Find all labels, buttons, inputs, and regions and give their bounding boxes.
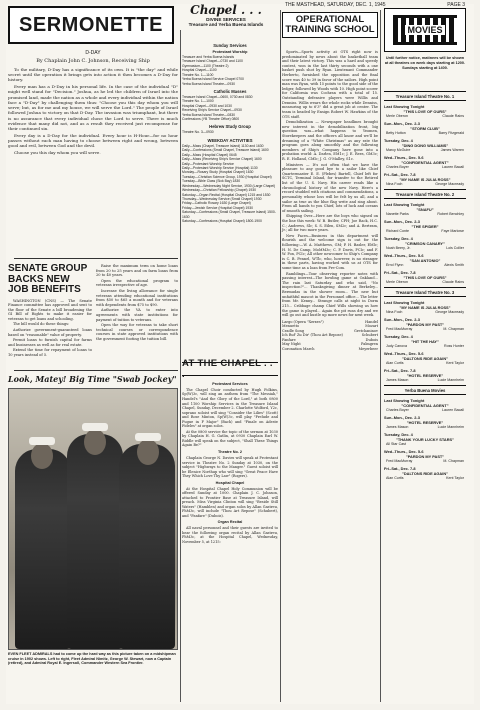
- film-cast: [384, 114, 466, 118]
- cast-member: Ross Hunter: [444, 344, 464, 348]
- film-title: "CRIMSON CANARY": [405, 241, 445, 246]
- at-chapel-paragraph: Chaplain George N. Davies will speak at Protestant service in Theatre No. 2 Sunday at 1030, on the subject "Highways to the Manger." Guest soloist will be Elenice Northup who will sing "Great Peace Have They Which Love Thy Law" (Rogers).: [182, 455, 278, 479]
- film-cast: [384, 408, 466, 412]
- at-chapel-subhead: Protestant Services: [212, 382, 248, 386]
- showing-day: Tuesday, Dec. 4: [384, 138, 413, 143]
- recital-piece: May Night: [282, 342, 301, 347]
- chapel-header: [180, 3, 272, 27]
- showing-day: Sun.-Mon., Dec. 2-3: [384, 219, 420, 224]
- divider: [14, 258, 178, 259]
- cast-member: Alan Curtis: [386, 476, 404, 480]
- movies-title: MOVIES: [407, 25, 443, 35]
- chapel-service-item: Daily—Mass (Receiving Ship's Service Chapel) 1600: [182, 157, 262, 162]
- chapel-service-item: Yerba Buena Island Theatre—0830: [182, 112, 235, 117]
- film-cast: [384, 229, 466, 233]
- film-title: "SAN ANTONIO": [409, 258, 441, 263]
- at-the-chapel-header: [182, 358, 278, 380]
- film-cast: [384, 148, 466, 152]
- chapel-service-item: Theatre No. 1—1000: [182, 99, 214, 104]
- chapel-service-item: Gymnasium—1100 (Theatre 2): [182, 63, 229, 68]
- cast-member: Charles Boyer: [386, 408, 409, 412]
- at-chapel-paragraph: The Chapel Choir conducted by Hugh Folkins, Sp(W)3c, will sing an anthem from "The Messiah," Handel's "And the Glory of the Lord," at both 0800 and 1100 Worship Services in the Treasure Island Chapel, Sunday, December 2. Charlotte Wolford, Y2c, soprano soloist will sing "Consider the Lilies" (Scott) and Rose Minton, Sp(W)3c, will play "Prelude and Fugue in F Major" (Bach) and "Finale on Adeste Fideles" at organ solos.: [182, 387, 278, 429]
- chapel-section-title: Catholic Masses: [213, 88, 247, 94]
- showing-day: Wed.-Thurs., Dec. 5-6: [384, 253, 424, 258]
- film-cast: [384, 212, 466, 216]
- cast-member: Lucie Mannheim: [437, 425, 464, 429]
- cast-member: Merle Oberon: [386, 280, 408, 284]
- movies-notice: Until further notice, matinees will be shown at all theatres on week days starting at 1200. Sundays starting at 1400.: [384, 56, 466, 70]
- ots-paragraph: New Faces—Business in this department will flourish and the welcome sign is out for the following:—W. A. Matthews, GM; P. H. Basler, EMlc; H. N. De Camp, MoMM3c; C. P. Davis, PCIc; and F. W. Fox, PCIc; All other newcomer to Ship's Company is C. B. Fennel, WTlc, who, however, is no stranger in these parts, having worked with us at OTS for some time as a loan from Pre-Com.: [282, 233, 378, 271]
- cast-member: James Mason: [386, 425, 409, 429]
- film-cast: [384, 425, 466, 429]
- film-title: "THANK YOUR LUCKY STARS": [396, 437, 454, 442]
- at-chapel-paragraph: All naval personnel and their guests are invited to hear the following organ recital by Allan Gastreu, PhM3c, at the Hospital Chapel, Wednesday, November 5, at 1215:: [182, 526, 278, 544]
- column-rule: [380, 10, 381, 702]
- film-reel-icon: [393, 15, 457, 45]
- showing-day: Wed.-Thurs., Dec. 5-6: [384, 155, 424, 160]
- chapel-service-item: Hospital Chapel—1100: [182, 68, 217, 73]
- sermonette-masthead: [8, 6, 174, 44]
- cast-member: George Macready: [435, 182, 464, 186]
- film-title: "HOTEL RESERVE": [406, 373, 444, 378]
- showing-day: Sun.-Mon., Dec. 2-3: [384, 415, 420, 420]
- chapel-service-item: Receiving Ship's Service Chapel—0930: [182, 108, 242, 113]
- cast-member: All Star Cast: [386, 442, 406, 446]
- showing-day: Tuesday, Dec. 4: [384, 432, 413, 437]
- photo-figure-cap: [29, 437, 55, 445]
- film-cast: [384, 280, 466, 284]
- at-the-chapel-title: AT THE CHAPEL . . .: [182, 358, 273, 380]
- cast-member: Robert Benchley: [437, 212, 464, 216]
- at-chapel-subhead: Organ Recital: [217, 520, 243, 525]
- showing-day: Fri.-Sat., Dec. 7-8: [384, 270, 416, 275]
- sermonette-paragraph: Every man has a D-Day in his personal life. In the case of the individual "D" might well stand for "Decision." Joshua, as he led the children of Israel into the promised land, made the nation as a whole and every individual within the nation face a "D-Day" by challenging them thus: "Choose you this day whom you will serve; but, as for me and my house, we will serve the Lord." The people of Israel followed Joshua to victory on that D-Day. The invasion was triumphant, but there is no assurance that every individual chose the Lord to serve. There is much evidence that many did not, and as a result they received just recompense for their continued sin.: [8, 84, 178, 132]
- chapel-subtitle: DIVINE SERVICES: [206, 17, 246, 22]
- chapel-service-item: Daily—Mass (Hospital Chapel) 0645: [182, 152, 237, 157]
- film-cast: [384, 361, 466, 365]
- theatre-heading: Treasure Island Theatre No. 2: [384, 189, 466, 199]
- photo-headline: Look, Matey! Big Time "Swab Jockey": [8, 374, 177, 384]
- chapel-service-item: Treasure Island Chapel—0600, 0730 and 0830: [182, 94, 253, 99]
- recital-row: [282, 333, 378, 338]
- theatre-heading: Treasure Island Theatre No. 3: [384, 287, 466, 297]
- senate-paragraph: Increase the living allowance for single veterans attending educational institutions from $50 to $65 a month and for veterans with dependents from $75 to $90.: [96, 288, 178, 307]
- cast-member: Lucie Mannheim: [437, 378, 464, 382]
- cast-member: Nina Foch: [386, 310, 403, 314]
- film-title: "DALTONS RIDE AGAIN": [402, 356, 448, 361]
- showing-day: Wed.-Thurs., Dec. 5-6: [384, 449, 424, 454]
- showing-day: Last Showing Tonight: [384, 398, 425, 403]
- chapel-service-item: Treasure and Yerba Buena Islands: [182, 55, 235, 59]
- at-chapel-paragraphs: [182, 526, 278, 544]
- showing-day: Sun.-Mon., Dec. 2-3: [384, 121, 420, 126]
- sermonette-article: [8, 48, 178, 157]
- movie-schedule: [384, 88, 466, 480]
- photo-figure-cap: [135, 433, 161, 441]
- sermonette-paragraph: To the military, D-Day has a significance of its own. It is "the day" and while secret until the operation it brings gets into action it then becomes a D-Day for history.: [8, 67, 178, 83]
- ots-title-line2: TRAINING SCHOOL: [285, 23, 375, 35]
- chapel-service-item: Theatre No. 1—1100: [182, 72, 214, 77]
- recital-composer: Palmgren: [361, 342, 378, 347]
- chapel-service-item: Hospital Chapel—0930 and 1030: [182, 103, 232, 108]
- photo-figure-middle: [67, 434, 123, 649]
- at-chapel-paragraphs: [182, 388, 278, 448]
- cast-member: James Mason: [386, 378, 409, 382]
- film-title: "THIS LOVE OF OURS": [403, 275, 447, 280]
- cast-member: Claude Rains: [442, 280, 464, 284]
- cast-member: Fred MacMurray: [386, 459, 413, 463]
- recital-piece: Largo (Opera "Xerxes"): [282, 319, 324, 324]
- cast-member: Nina Foch: [386, 182, 403, 186]
- recital-piece: Coronation March: [282, 347, 315, 352]
- senate-headline: SENATE GROUP BACKS NEW JOB BENEFITS: [8, 263, 88, 295]
- cast-member: M. Chapman: [443, 459, 464, 463]
- at-chapel-subhead: Hospital Chapel: [215, 480, 245, 485]
- cast-member: Charles Boyer: [386, 165, 409, 169]
- at-chapel-subhead: Theatre No. 2: [217, 450, 243, 455]
- showing-day: Fri.-Sat., Dec. 7-8: [384, 466, 416, 471]
- film-cast: [384, 131, 466, 135]
- chapel-service-item: Thursday—Wednesday Service (Small Chapel) 1930: [182, 196, 262, 201]
- column-rule: [280, 10, 281, 702]
- chapel-service-item: Monday—Rosary Study (Hospital Chapel) 1630: [182, 170, 254, 175]
- film-title: "HIT THE HAY": [411, 339, 439, 344]
- cast-member: Judy Canova: [386, 344, 407, 348]
- ots-paragraph: Shipping Over—Here are the boys who signed on the line this week: W. B. Butler, CPH; Joe Rack, H.C. C.; Andrews, Slc; S. S. Eilen, SM2c; and A. Bertram, Jr.; all for two more years.: [282, 214, 378, 233]
- cast-member: Lauren Bacall: [442, 408, 464, 412]
- film-title: "DING DONG WILLIAMS": [401, 143, 449, 148]
- recital-composer: Schubert: [361, 333, 378, 338]
- page-number: PAGE 3: [447, 2, 465, 8]
- chapel-services-list: [182, 40, 278, 224]
- film-title: "PARDON MY PAST": [405, 322, 445, 327]
- cast-member: Alan Curtis: [386, 361, 404, 365]
- photo-figure-head: [84, 429, 106, 455]
- senate-paragraph: Extend the time for repayment of loans to 10 years instead of 5.: [8, 348, 92, 358]
- showing-day: Tuesday, Dec. 4: [384, 334, 413, 339]
- cast-member: Claude Rains: [442, 114, 464, 118]
- sermonette-byline: By Chaplain John C. Johnson, Receiving Ship: [36, 58, 150, 64]
- ots-paragraph: Sports—Sports activity at OTS right now is predominated by news about the basketball team and their latest victory. This was a hard and speedy contest, won in the last thirty seconds with a one basket push shot by Ryan. Lieutenant Commander Herberto, furnished the opposition and the final score was 40 to 39 in favor of the sailors. High point man was Ryan, with 15 points to the good side of the ledger, followed by Woods with 10. High point scorer for California was Cochran with a total of 15. Outstanding defensive players were Willis and Denniss. Willis wears the whole rocks while Denniss, measuring up to 6'3" did a great job at center. The team is headed by Ensign Robert W. Hawkins of the OTS staff.: [282, 50, 378, 119]
- senate-paragraph: Open the educational program to veterans irrespective of age.: [96, 278, 178, 288]
- photo-headline-block: [8, 374, 178, 384]
- film-cast: [384, 246, 466, 250]
- showing-day: Last Showing Tonight: [384, 300, 425, 305]
- chapel-section-title: Sunday Services: [213, 43, 247, 48]
- cast-member: Nanette Parks: [386, 212, 409, 216]
- chapel-service-item: Theatre No. 3—0930: [182, 130, 214, 135]
- movies-header: [384, 8, 466, 52]
- midshipmen-photo: [8, 388, 178, 650]
- chapel-service-item: Daily—Protestant Worship Service (Hospital) 1130: [182, 166, 258, 171]
- chapel-service-item: Daily—Protestant Worship Service: [182, 161, 234, 166]
- column-rule: [180, 30, 181, 702]
- ots-paragraph: Ministers — It's not often that we have the pleasure to any good bye to a sailor like Chief Quartermaster E. E. (Plebes) Bartell, Chief left for SCTC, Terminal Island, for transfer to the Retired list of the U. S. Navy. His career reads like a chronological history of the new Navy. Here's a record studded with citations and commendations, a personality whose loss will be felt by us all, and a sailor as true as the blue flag write and sing about. From all hands to you Chief, lots of luck and oceans of smooth sailing.: [282, 162, 378, 213]
- cast-member: Noah Beery, Jr.: [386, 246, 411, 250]
- ots-paragraph: Demobilization — Newspaper headlines brought new interest in the demobilization front, big question was—what happens to Yeomen, Storekeepers and the officers all know and we'll be dreaming of a "White Christmas" as any rate the program goes along smoothly and the following members of Ship's Company have gone into a probation world: A. Darlen, EM1c; J. E. Rees, GM3c; R. E. Holland, CMlc; J. G. O'Malley, S1c.: [282, 120, 378, 162]
- chapel-service-item: Friday—Catholic Rosary 1630 (Large Chapel): [182, 201, 251, 206]
- chapel-section-subtitle: Protestant Worship: [212, 50, 248, 54]
- theatre-heading: Yerba Buena Movies: [384, 385, 466, 395]
- ots-body: [282, 50, 378, 318]
- recital-piece: Menuetto: [282, 324, 300, 329]
- cast-member: George Macready: [435, 310, 464, 314]
- showing-day: Last Showing Tonight: [384, 104, 425, 109]
- theatre-heading: Treasure Island Theatre No. 1: [384, 91, 466, 101]
- photo-figure-cap: [82, 423, 108, 431]
- cast-member: M. Chapman: [443, 327, 464, 331]
- senate-paragraph: Authorize government-guaranteed loans based on "reasonable" value of property.: [8, 328, 92, 337]
- organ-recital-program: [282, 320, 378, 352]
- film-title: "CONFIDENTIAL AGENT": [401, 403, 449, 408]
- recital-composer: Handel: [365, 319, 378, 324]
- chapel-service-item: Saturday—Organ Recital (Hospital Chapel) 1215 and 1530: [182, 192, 271, 197]
- ots-header: [282, 12, 378, 38]
- photo-figure-head: [31, 443, 53, 469]
- ots-article: [282, 50, 378, 352]
- chapel-service-item: Yerba Buena Island Theatre—0930: [182, 81, 235, 86]
- film-title: "MY NAME IS JULIA ROSS": [399, 177, 451, 182]
- chapel-service-item: Wednesday—Wednesday Night Service, 1930 (Large Chapel): [182, 183, 276, 188]
- chapel-service-item: Daily—Confessions (Small Chapel, Treasure Island) 1600: [182, 148, 269, 153]
- at-chapel-paragraph: At the Hospital Chapel Holy Communion will be offered Sunday at 1000. Chaplain J. C. Johnson, attached to Frontier Base at Treasure Island, will preach. Miss Virginia Clinton will sing "Beside Still Waters" (Hamblen) and organ solos by Allan Gastreu, PhM3c, will include "Thou Art Repose" (Schubert), and "Fanfare" (Dubois).: [182, 486, 278, 518]
- ots-title-line1: OPERATIONAL: [295, 14, 365, 25]
- chapel-service-item: Tuesday—Christian Science Group, 1930 (Hospital Chapel): [182, 174, 272, 179]
- chapel-service-item: Yerba Buena Island Service Chapel 0700: [182, 77, 244, 82]
- senate-paragraph: Permit loans to furnish capital for farms and businesses as well as for real estate.: [8, 338, 92, 347]
- film-title: "THE SPIDER": [411, 224, 439, 229]
- chapel-title: Chapel . . .: [190, 3, 262, 17]
- showing-day: Tuesday, Dec. 4: [384, 236, 413, 241]
- film-cast: [384, 378, 466, 382]
- chapel-service-item: Treasure Island Chapel—0730 and 1100: [182, 59, 243, 64]
- film-title: "DALTONS RIDE AGAIN": [402, 471, 448, 476]
- cast-member: Lauren Bacall: [442, 165, 464, 169]
- senate-paragraph: Authorize the VA to enter into agreements with state institutions for payment of tuition to veterans.: [96, 308, 178, 322]
- at-chapel-paragraph: At the 0800 service the topic of the sermon at 1030 by Chaplain H. G. Gatlin, at 0930 Chaplain Earl W. Riddle will speak on the subject, "Shall These Things Again Be?": [182, 429, 278, 448]
- showing-day: Fri.-Sat., Dec. 7-8: [384, 172, 416, 177]
- cast-member: Fred MacMurray: [386, 327, 413, 331]
- film-cast: [384, 165, 466, 169]
- film-title: "PARDON MY PAST": [405, 454, 445, 459]
- film-title: "HOTEL RESERVE": [406, 420, 444, 425]
- cast-member: Lois Collier: [446, 246, 464, 250]
- showing-day: Wed.-Thurs., Dec. 5-6: [384, 351, 424, 356]
- cast-member: Kent Taylor: [446, 361, 464, 365]
- cast-member: Richard Conte: [386, 229, 409, 233]
- at-chapel-paragraphs: [182, 487, 278, 519]
- chapel-service-item: Friday—Jewish Service (Hospital Chapel) 1930: [182, 205, 254, 210]
- at-chapel-paragraphs: [182, 456, 278, 479]
- chapel-service-item: Daily—Mass (Chapel, Treasure Island) 1130 and 1630: [182, 143, 264, 148]
- cast-member: Betty Hutton: [386, 131, 406, 135]
- chapel-service-item: Wednesday—Christian Fellowship (Chapel) 1930: [182, 188, 257, 193]
- photo-figure-head: [137, 439, 159, 465]
- at-the-chapel-article: [182, 380, 278, 546]
- senate-article: [8, 264, 92, 359]
- chapel-service-item: Saturday—Confessions (Small Chapel, Treasure Island) 1500-1630: [182, 210, 276, 219]
- recital-piece: Cradle Song: [282, 328, 304, 333]
- divider: [14, 370, 178, 371]
- recital-composer: Gretchaninov: [354, 328, 378, 333]
- photo-figure-left: [15, 449, 71, 649]
- film-cast: [384, 459, 466, 463]
- cast-member: James Warren: [440, 148, 464, 152]
- chapel-section-title: WEEKDAY ACTIVITIES: [207, 137, 253, 143]
- showing-day: Sun.-Mon., Dec. 2-3: [384, 317, 420, 322]
- ots-paragraph: Ramblings—Tour observing reporter notes with passing interest—The bowling game at Oakland... The rain last Saturday and who said, "No inspection?"... Thanksgiving dinner at Berkeley... Bermudas in the shower room... The new but unfaithful mascot in the Personnel office... The letter from Mr. Kenny... Strange calls at night in Dorm 215... Cribbage champ Chief Wills showing us how the game is played... Again the pit runs dry and we will go out and hustle up more news for next week.: [282, 271, 378, 318]
- film-cast: [384, 476, 466, 480]
- senate-paragraph: Open the way for veterans to take short technical courses or correspondence courses in state approved institutions with the government footing the tuition bill.: [96, 323, 178, 341]
- senate-paragraph: WASHINGTON (CNS) — The Senate Finance committee has approved and sent to the floor of the Senate a bill broadening the GI Bill of Rights to make it easier for veterans to get loans and schooling.: [8, 298, 92, 321]
- running-head-date: THE MASTHEAD, SATURDAY, DEC. 1, 1945: [285, 2, 386, 8]
- cast-member: Errol Flynn: [386, 263, 404, 267]
- senate-body-col1: [8, 299, 92, 358]
- film-title: "STORM CLUB": [410, 126, 440, 131]
- recital-piece: Ich Ruf' Zu Dir' (Thou Art Repose): [282, 333, 343, 338]
- chapel-section-title: Hebrew Study Group: [209, 124, 251, 130]
- chapel-subtitle-location: Treasure and Yerba Buena Islands: [188, 22, 264, 28]
- sermonette-body: [8, 67, 178, 155]
- film-title: "MY NAME IS JULIA ROSS": [399, 305, 451, 310]
- film-cast: [384, 442, 466, 446]
- cast-member: Marcy McGuire: [386, 148, 411, 152]
- chapel-service-item: Tuesday—Bible Class (Sick Bay) 1830: [182, 179, 241, 184]
- photo-caption: EVEN FLEET ADMIRALS had to come up the hard way as this picture taken on a midshipman cruise in 1902 shows. Left to right, Fleet Admiral Nimitz, George W. Stewart, now a Captain (retired), and Admiral Royal E. Ingersoll, Commander Western Sea Frontier.: [8, 652, 176, 666]
- recital-row: [282, 347, 378, 352]
- cast-member: Barry Fitzgerald: [438, 131, 464, 135]
- cast-member: Alexis Smith: [444, 263, 464, 267]
- showing-day: Fri.-Sat., Dec. 7-8: [384, 368, 416, 373]
- senate-body-col2: [96, 264, 178, 343]
- senate-paragraph: Raise the maximum term on home loans from 20 to 25 years and on farm loans from 20 to 40 years.: [96, 264, 178, 278]
- film-title: "THIS LOVE OF OURS": [403, 109, 447, 114]
- recital-composer: Mozart: [365, 324, 378, 329]
- film-cast: [384, 310, 466, 314]
- showing-day: Last Showing Tonight: [384, 202, 425, 207]
- sermonette-subtitle: D-DAY: [85, 50, 101, 56]
- recital-piece: Fanfare: [282, 337, 296, 342]
- film-cast: [384, 327, 466, 331]
- film-cast: [384, 263, 466, 267]
- chapel-service-item: Confessions (YB Theatre Office) 0800: [182, 117, 240, 122]
- sermonette-paragraph: Every day is a D-Day for the individual. Every hour is H-Hour—for no hour passes without each man having to choose between right and wrong, between good and evil, between God and the devil.: [8, 132, 178, 149]
- film-title: "SNAFU": [416, 207, 434, 212]
- film-cast: [384, 182, 466, 186]
- recital-composer: Dubois: [365, 337, 378, 342]
- cast-member: Faye Marlowe: [441, 229, 464, 233]
- senate-paragraph: The bill would do these things:: [13, 322, 70, 327]
- film-cast: [384, 344, 466, 348]
- chapel-service-item: Saturday—Confessions (Hospital Chapel) 1800-1900: [182, 219, 262, 224]
- film-title: "CONFIDENTIAL AGENT": [401, 160, 449, 165]
- sermonette-paragraph: Choose you this day whom you will serve.: [14, 150, 101, 156]
- photo-figure-right: [119, 444, 175, 649]
- cast-member: Kent Taylor: [446, 476, 464, 480]
- sermonette-title: SERMONETTE: [19, 13, 163, 36]
- cast-member: Merle Oberon: [386, 114, 408, 118]
- recital-composer: Meyerbeer: [358, 347, 378, 352]
